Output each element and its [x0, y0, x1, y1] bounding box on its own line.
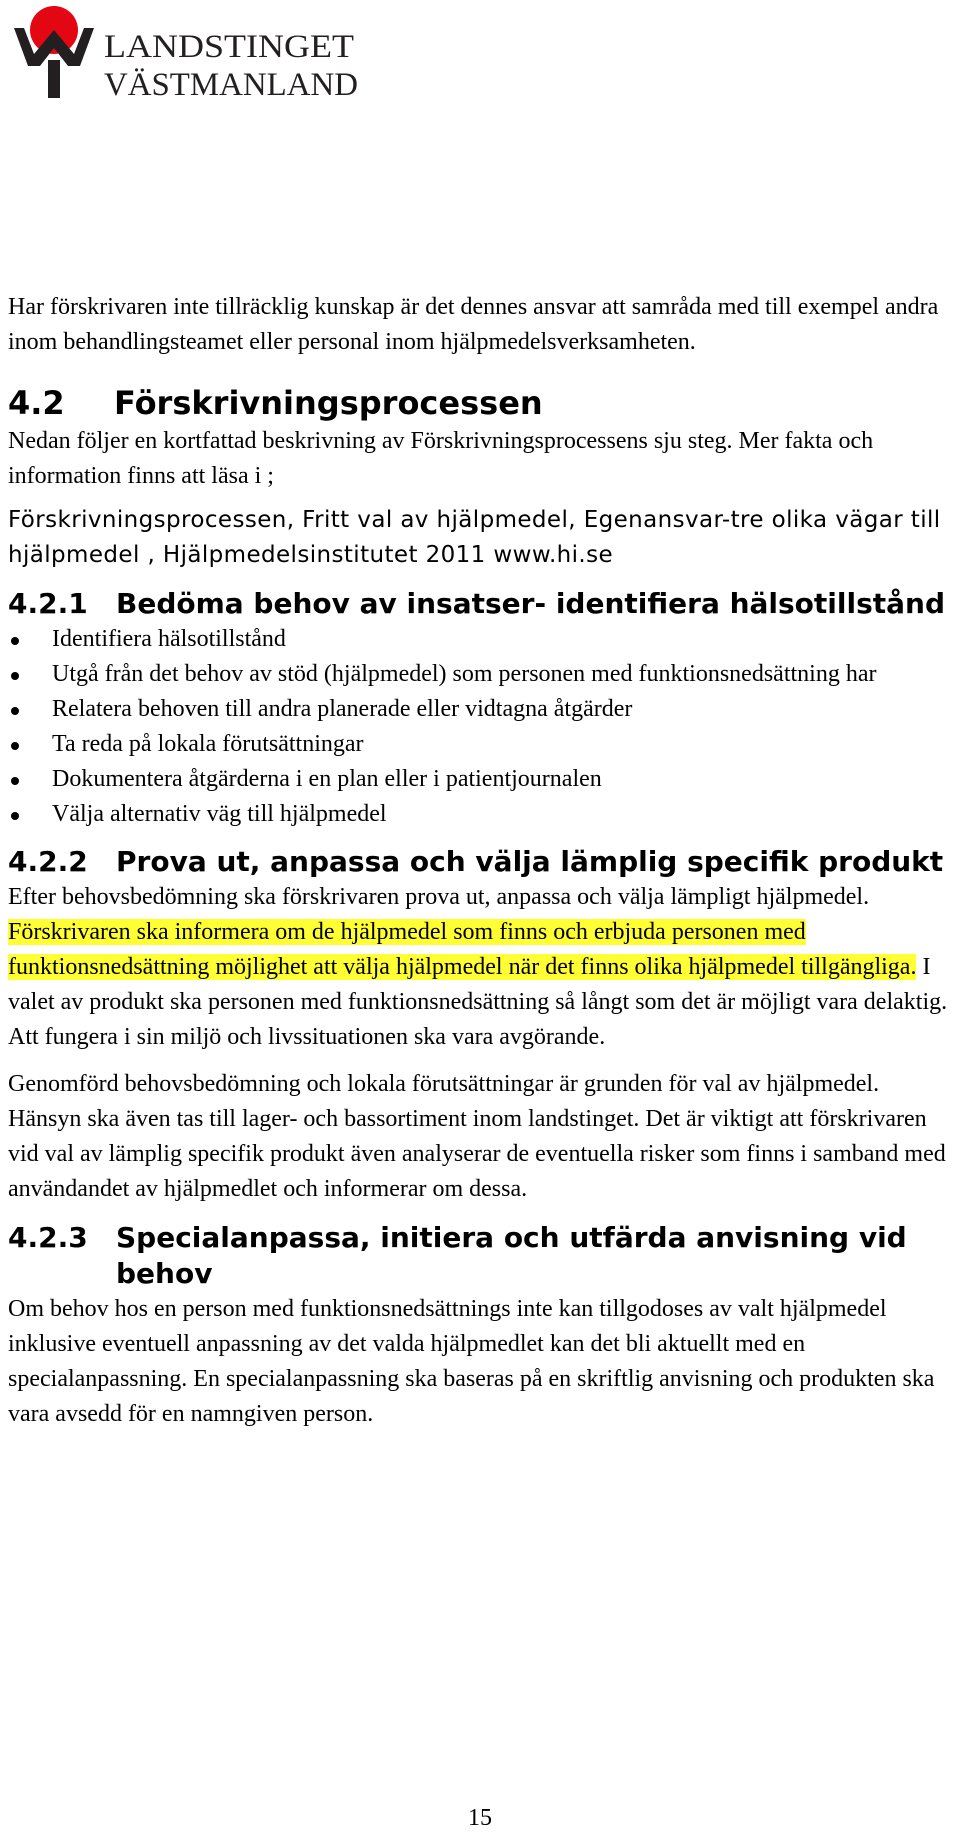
bullet-icon	[11, 637, 19, 645]
list-item: Identifiera hälsotillstånd	[8, 622, 953, 657]
heading-4-2-1-number: 4.2.1	[8, 587, 88, 620]
section-4-2-paragraph-1: Nedan följer en kortfattad beskrivning av Förskrivningsprocessens sju steg. Mer fakta och information finns att läsa i ;	[8, 428, 874, 489]
bullet-icon	[11, 707, 19, 715]
heading-4-2-3-number: 4.2.3	[8, 1221, 88, 1254]
heading-4-2-1	[8, 586, 953, 622]
section-4-2-3-paragraph-1: Om behov hos en person med funktionsnedsättnings inte kan tillgodoses av valt hjälpmedel inklusive eventuell anpassning av det valda hjälpmedlet kan det bli aktuellt med en specialanpassning. En specialanpassning ska baseras på en skriftlig anvisning och produkten ska vara avsedd för en namngiven person.	[8, 1296, 935, 1427]
heading-4-2-2-number: 4.2.2	[8, 845, 88, 878]
heading-4-2-3	[8, 1220, 953, 1292]
needs-assessment-list	[8, 622, 953, 832]
bullet-icon	[11, 777, 19, 785]
section-4-2-2-paragraph-2: Genomförd behovsbedömning och lokala förutsättningar är grunden för val av hjälpmedel. Hänsyn ska även tas till lager- och bassortiment inom landstinget. Det är viktigt att förskrivaren vid val av lämplig specifik produkt även analyserar de eventuella risker som finns i samband med användandet av hjälpmedlet och informerar om dessa.	[8, 1071, 946, 1202]
heading-4-2-2	[8, 844, 953, 880]
heading-4-2-title: Förskrivningsprocessen	[114, 384, 543, 422]
section-4-2-paragraph-2: Förskrivningsprocessen, Fritt val av hjälpmedel, Egenansvar-tre olika vägar till hjälpmedel , Hjälpmedelsinstitutet 2011 www.hi.se	[8, 507, 941, 568]
list-item: Ta reda på lokala förutsättningar	[8, 727, 953, 762]
logo-line2: VÄSTMANLAND	[104, 67, 358, 100]
document-body	[8, 290, 953, 1432]
list-item: Relatera behoven till andra planerade eller vidtagna åtgärder	[8, 692, 953, 727]
section-4-2-2-paragraph-1: Efter behovsbedömning ska förskrivaren prova ut, anpassa och välja lämpligt hjälpmedel. Förskrivaren ska informera om de hjälpmedel som finns och erbjuda personen med funktionsnedsättning möjlighet att välja hjälpmedel när det finns olika hjälpmedel tillgängliga. I valet av produkt ska personen med funktionsnedsättning så långt som det är möjligt vara delaktig. Att fungera i sin miljö och livssituationen ska vara avgörande.	[8, 884, 948, 1050]
landstinget-vastmanland-logo	[8, 4, 360, 100]
list-item: Utgå från det behov av stöd (hjälpmedel) som personen med funktionsnedsättning har	[8, 657, 953, 692]
heading-4-2-2-title: Prova ut, anpassa och välja lämplig specifik produkt	[116, 845, 944, 878]
highlighted-text: Förskrivaren ska informera om de hjälpmedel som finns och erbjuda personen med funktionsnedsättning möjlighet att välja hjälpmedel när det finns olika hjälpmedel tillgängliga.	[8, 919, 917, 980]
list-item: Välja alternativ väg till hjälpmedel	[8, 797, 953, 832]
heading-4-2	[8, 382, 953, 424]
bullet-icon	[11, 672, 19, 680]
list-item: Dokumentera åtgärderna i en plan eller i patientjournalen	[8, 762, 953, 797]
page-number: 15	[468, 1805, 492, 1831]
bullet-icon	[11, 812, 19, 820]
heading-4-2-3-title: Specialanpassa, initiera och utfärda anvisning vid behov	[116, 1221, 907, 1290]
bullet-icon	[11, 742, 19, 750]
intro-paragraph: Har förskrivaren inte tillräcklig kunskap är det dennes ansvar att samråda med till exempel andra inom behandlingsteamet eller personal inom hjälpmedelsverksamheten.	[8, 294, 939, 355]
logo-line1: LANDSTINGET	[104, 29, 354, 65]
heading-4-2-number: 4.2	[8, 384, 65, 422]
heading-4-2-1-title: Bedöma behov av insatser- identifiera hälsotillstånd	[116, 587, 946, 620]
